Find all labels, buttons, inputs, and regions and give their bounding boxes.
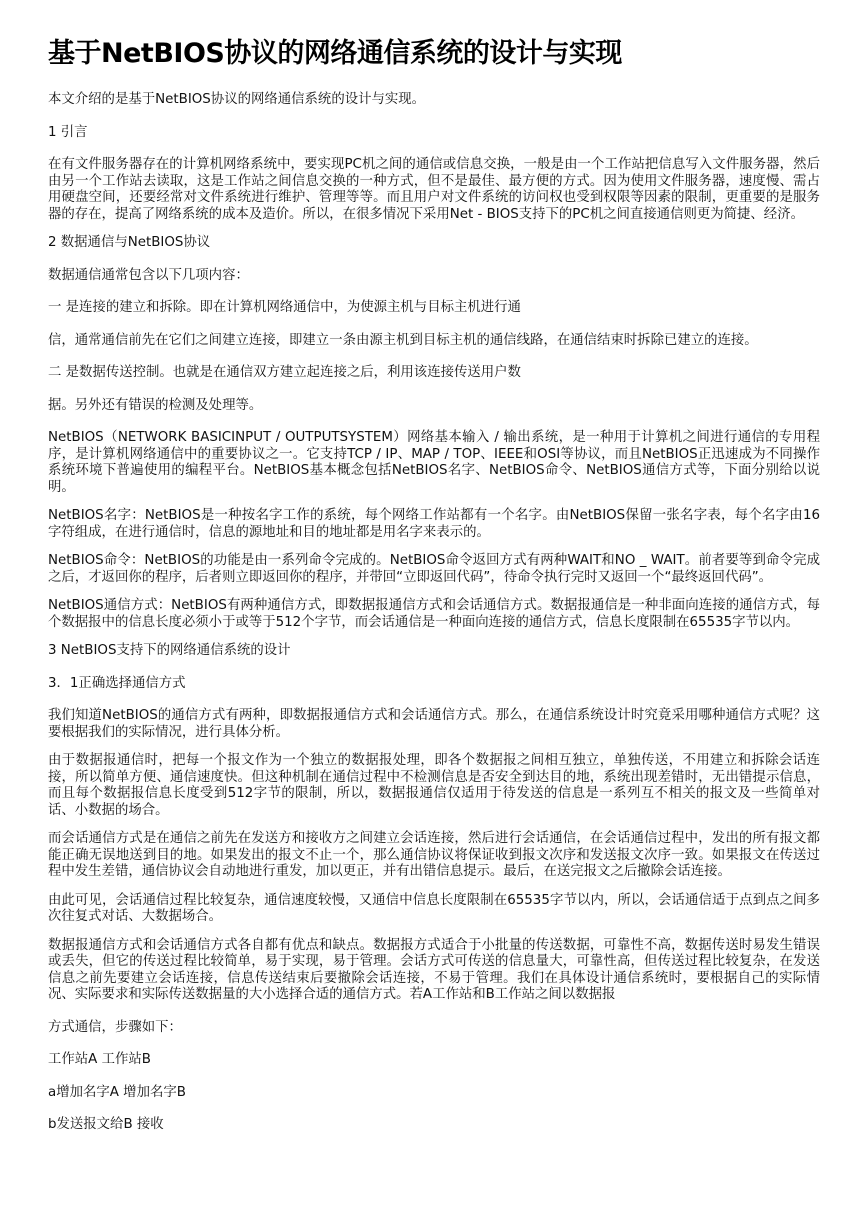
section-heading-2: 2 数据通信与NetBIOS协议 <box>48 235 211 250</box>
intro-paragraph: 本文介绍的是基于NetBIOS协议的网络通信系统的设计与实现。 <box>48 92 426 107</box>
body-paragraph: 一 是连接的建立和拆除。即在计算机网络通信中，为使源主机与目标主机进行通 <box>48 300 521 315</box>
body-paragraph: NetBIOS命令：NetBIOS的功能是由一系列命令完成的。NetBIOS命令返回方式有两种WAIT和NO _ WAIT。前者要等到命令完成之后，才返回你的程序，后者则立即返回你的程序，并带回“立即返回代码”，待命令执行完时又返回一个“最终返回代码”。 <box>48 553 820 585</box>
body-paragraph: a增加名字A 增加名字B <box>48 1084 186 1100</box>
body-paragraph: 二 是数据传送控制。也就是在通信双方建立起连接之后，利用该连接传送用户数 <box>48 365 521 380</box>
body-paragraph: 我们知道NetBIOS的通信方式有两种，即数据报通信方式和会话通信方式。那么，在通信系统设计时究竟采用哪种通信方式呢？这要根据我们的实际情况，进行具体分析。 <box>48 708 820 740</box>
body-paragraph: 由此可见，会话通信过程比较复杂，通信速度较慢，又通信中信息长度限制在65535字节以内，所以，会话通信适于点到点之间多次往复式对话、大数据场合。 <box>48 892 820 924</box>
body-paragraph: 方式通信，步骤如下： <box>48 1019 182 1035</box>
body-paragraph: NetBIOS通信方式：NetBIOS有两种通信方式，即数据报通信方式和会话通信方式。数据报通信是一种非面向连接的通信方式，每个数据报中的信息长度必须小于或等于512个字节，而会话通信是一种面向连接的通信方式，信息长度限制在65535字节以内。 <box>48 598 820 630</box>
body-paragraph: 数据报通信方式和会话通信方式各自都有优点和缺点。数据报方式适合于小批量的传送数据，可靠性不高，数据传送时易发生错误或丢失，但它的传送过程比较简单，易于实现，易于管理。会话方式可传送的信息量大，可靠性高，但传送过程比较复杂，在发送信息之前先要建立会话连接，信息传送结束后要撤除会话连接，不易于管理。我们在具体设计通信系统时，要根据自己的实际情况、实际要求和实际传送数据量的大小选择合适的通信方式。若A工作站和B工作站之间以数据报 <box>48 937 820 1002</box>
body-paragraph: 信，通常通信前先在它们之间建立连接，即建立一条由源主机到目标主机的通信线路，在通信结束时拆除已建立的连接。 <box>48 332 758 348</box>
body-paragraph: 而会话通信方式是在通信之前先在发送方和接收方之间建立会话连接，然后进行会话通信，在会话通信过程中，发出的所有报文都能正确无误地送到目的地。如果发出的报文不止一个，那么通信协议将保证收到报文次序和发送报文次序一致。如果报文在传送过程中发生差错，通信协议会自动地进行重发，加以更正，并有出错信息提示。最后，在送完报文之后撤除会话连接。 <box>48 831 820 879</box>
body-paragraph: NetBIOS（NETWORK BASICINPUT / OUTPUTSYSTEM）网络基本输入 / 输出系统，是一种用于计算机之间进行通信的专用程序，是计算机网络通信中的重要协议之一。它支持TCP / IP、MAP / TOP、IEEE和OSI等协议，而且NetBIOS正迅速成为不同操作系统环境下普遍使用的编程平台。NetBIOS基本概念包括NetBIOS名字、NetBIOS命令、NetBIOS通信方式等，下面分别给以说明。 <box>48 430 820 495</box>
body-paragraph: b发送报文给B 接收 <box>48 1117 164 1132</box>
section-heading-3: 3 NetBIOS支持下的网络通信系统的设计 <box>48 643 291 658</box>
body-paragraph: 据。另外还有错误的检测及处理等。 <box>48 397 263 413</box>
document-title: 基于NetBIOS协议的网络通信系统的设计与实现 <box>48 38 622 69</box>
body-paragraph: 由于数据报通信时，把每一个报文作为一个独立的数据报处理，即各个数据报之间相互独立，单独传送，不用建立和拆除会话连接，所以简单方便、通信速度快。但这种机制在通信过程中不检测信息是否安全到达目的地，系统出现差错时，无出错提示信息，而且每个数据报信息长度受到512字节的限制，所以，数据报通信仅适用于待发送的信息是一系列互不相关的报文及一些简单对话、小数据的场合。 <box>48 753 820 818</box>
subsection-heading: 3．1正确选择通信方式 <box>48 675 186 691</box>
body-paragraph: 在有文件服务器存在的计算机网络系统中，要实现PC机之间的通信或信息交换，一般是由一个工作站把信息写入文件服务器，然后由另一个工作站去读取，这是工作站之间信息交换的一种方式，但不是最佳、最方便的方式。因为使用文件服务器，速度慢、需占用硬盘空间，还要经常对文件系统进行维护、管理等等。而且用户对文件系统的访问权也受到权限等因素的限制，更重要的是服务器的存在，提高了网络系统的成本及造价。所以，在很多情况下采用Net - BIOS支持下的PC机之间直接通信则更为简捷、经济。 <box>48 157 820 222</box>
body-paragraph: 数据通信通常包含以下几项内容： <box>48 267 249 283</box>
body-paragraph: 工作站A 工作站B <box>48 1052 151 1067</box>
body-paragraph: NetBIOS名字：NetBIOS是一种按名字工作的系统，每个网络工作站都有一个名字。由NetBIOS保留一张名字表，每个名字由16字符组成，在进行通信时，信息的源地址和目的地址都是用名字来表示的。 <box>48 508 820 540</box>
section-heading-1: 1 引言 <box>48 124 88 140</box>
